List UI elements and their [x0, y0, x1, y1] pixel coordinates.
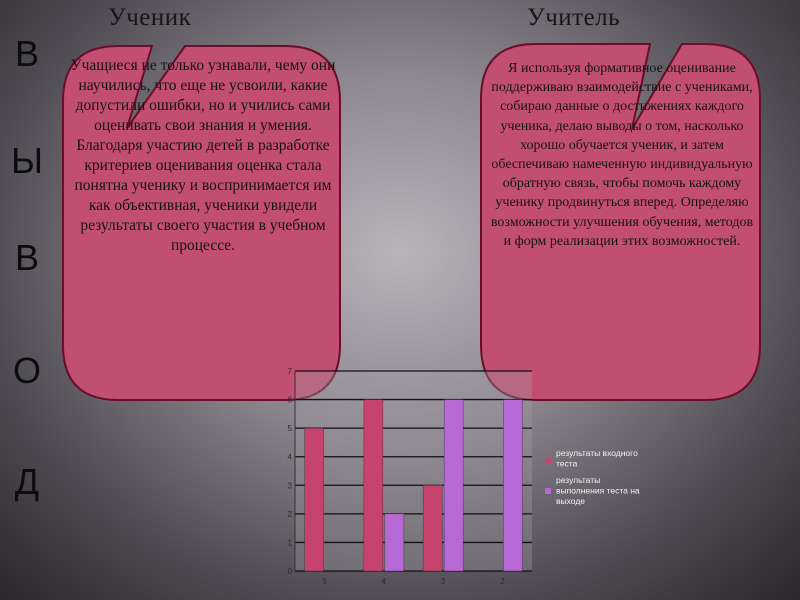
vertical-letter: О	[12, 350, 41, 391]
y-tick-label: 7	[287, 367, 292, 376]
vertical-letter: В	[14, 237, 39, 278]
x-tick-label: 5	[322, 577, 327, 586]
vertical-letter: В	[14, 33, 39, 74]
bar	[444, 400, 463, 571]
x-tick-label: 2	[500, 577, 505, 586]
bar	[364, 400, 383, 571]
legend-label: выполнения теста на	[556, 485, 640, 496]
bar	[423, 485, 442, 571]
y-tick-label: 2	[287, 509, 292, 519]
legend-label: результаты входного	[556, 448, 638, 458]
legend-label: результаты	[556, 475, 601, 485]
vertical-letter: Ы	[11, 140, 43, 181]
bar	[503, 400, 522, 571]
legend-swatch	[545, 488, 551, 494]
y-tick-label: 5	[287, 424, 292, 434]
heading-student: Ученик	[108, 4, 192, 31]
y-tick-label: 3	[287, 481, 292, 491]
vertical-letter: Д	[14, 461, 40, 502]
y-tick-label: 4	[287, 452, 292, 462]
x-tick-label: 4	[381, 577, 387, 586]
legend-label: теста	[556, 458, 578, 469]
legend-swatch	[545, 458, 551, 464]
legend-label: выходе	[556, 496, 586, 506]
y-tick-label: 1	[287, 538, 292, 548]
y-tick-label: 6	[287, 395, 292, 405]
x-tick-label: 3	[440, 577, 446, 586]
plot-area	[295, 371, 532, 571]
y-tick-label: 0	[287, 567, 292, 576]
bar	[385, 514, 404, 571]
heading-teacher: Учитель	[527, 4, 621, 31]
student-conclusion-text: Учащиеся не только узнавали, чему они научились, что еще не усвоили, какие допустили ошибки, но и учились сами оценивать свои знания и умения. Благодаря участию детей в разработке критериев оценивания оценка стала понятна ученику и воспринимается им как объективная, ученики увидели результаты своего участия в учебном процессе.	[70, 57, 336, 254]
teacher-conclusion-text: Я используя формативное оценивание поддерживаю взаимодействие с учениками, собираю данные о достижениях каждого ученика, делаю выводы о том, насколько хорошо обучается ученик, и затем обеспечиваю намеченную индивидуальную обратную связь, чтобы помочь каждому ученику продвинуться вперед. Определяю возможности улучшения обучения, методов и форм реализации этих возможностей.	[490, 61, 754, 249]
bar	[305, 428, 324, 571]
